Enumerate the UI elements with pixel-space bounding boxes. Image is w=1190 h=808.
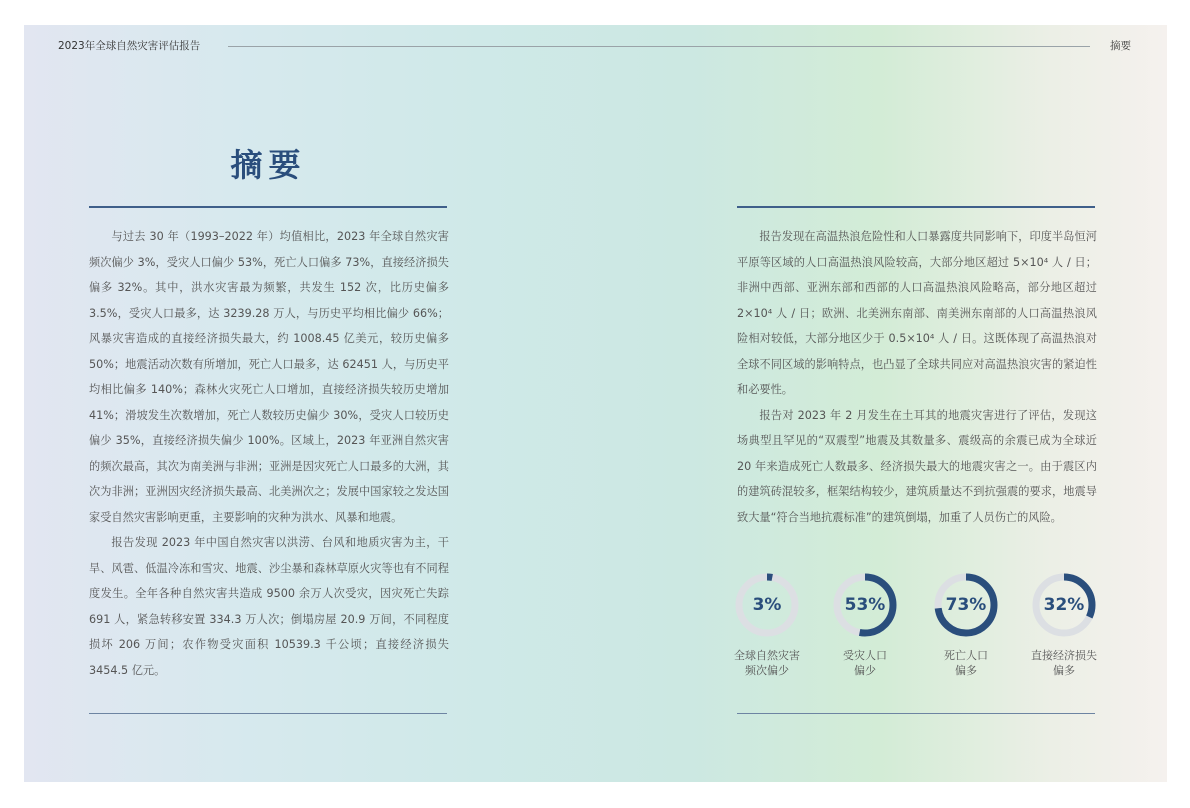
- donut-ring: [933, 572, 999, 638]
- paragraph: 报告对 2023 年 2 月发生在土耳其的地震灾害进行了评估，发现这场典型且罕见的“双震型”地震及其数量多、震级高的余震已成为全球近 20 年来造成死亡人数最多、经济损失最大的地震灾害之一。由于震区内的建筑砖混较多，框架结构较少，建筑质量达不到抗强震的要求，地震导致大量“符合当地抗震标准”的建筑倒塌，加重了人员伤亡的风险。: [737, 408, 1097, 524]
- left-top-rule: [89, 206, 447, 208]
- stat-frequency: [717, 572, 817, 678]
- donut-ring: [1031, 572, 1097, 638]
- stat-value: 73%: [945, 595, 987, 615]
- caption-line: 直接经济损失: [1031, 649, 1097, 662]
- stat-value: 32%: [1043, 595, 1085, 615]
- caption-line: 受灾人口: [843, 649, 887, 662]
- right-top-rule: [737, 206, 1095, 208]
- stat-value: 3%: [752, 595, 782, 615]
- caption-line: 偏多: [1053, 664, 1075, 677]
- caption-line: 死亡人口: [944, 649, 988, 662]
- running-header-title: 2023年全球自然灾害评估报告: [58, 40, 201, 52]
- stat-caption: [717, 648, 817, 678]
- donut-ring: [832, 572, 898, 638]
- stat-caption: [916, 648, 1016, 678]
- paragraph: 报告发现 2023 年中国自然灾害以洪涝、台风和地质灾害为主，干旱、风雹、低温冷冻和雪灾、地震、沙尘暴和森林草原火灾等也有不同程度发生。全年各种自然灾害共造成 9500 余万人次受灾，因灾死亡失踪 691 人，紧急转移安置 334.3 万人次；倒塌房屋 20.9 万间，不同程度损坏 206 万间；农作物受灾面积 10539.3 千公顷；直接经济损失 3454.5 亿元。: [89, 536, 449, 677]
- stat-economic-loss: [1014, 572, 1114, 678]
- donut-ring: [734, 572, 800, 638]
- caption-line: 偏少: [854, 664, 876, 677]
- running-header-section: 摘要: [1110, 40, 1131, 52]
- caption-line: 全球自然灾害: [734, 649, 800, 662]
- header-divider: [228, 46, 1090, 47]
- left-column: [89, 224, 449, 683]
- right-column: [737, 224, 1097, 530]
- stat-affected-population: [815, 572, 915, 678]
- stat-value: 53%: [844, 595, 886, 615]
- right-bottom-rule: [737, 713, 1095, 714]
- page-title: 摘要: [230, 146, 307, 184]
- caption-line: 频次偏少: [745, 664, 789, 677]
- paragraph: 与过去 30 年（1993–2022 年）均值相比，2023 年全球自然灾害频次偏少 3%，受灾人口偏少 53%，死亡人口偏多 73%，直接经济损失偏多 32%。其中，洪水灾害最为频繁，共发生 152 次，比历史偏多 3.5%，受灾人口最多，达 3239.28 万人，与历史平均相比偏少 66%；风暴灾害造成的直接经济损失最大，约 1008.45 亿美元，较历史偏多 50%；地震活动次数有所增加，死亡人口最多，达 62451 人，与历史平均相比偏多 140%；森林火灾死亡人口增加，直接经济损失较历史增加 41%；滑坡发生次数增加，死亡人数较历史偏少 30%，受灾人口较历史偏少 35%，直接经济损失偏少 100%。区域上，2023 年亚洲自然灾害的频次最高，其次为南美洲与非洲；亚洲是因灾死亡人口最多的大洲，其次为非洲；亚洲因灾经济损失最高、北美洲次之；发展中国家较之发达国家受自然灾害影响更重，主要影响的灾种为洪水、风暴和地震。: [89, 230, 449, 524]
- stat-caption: [1014, 648, 1114, 678]
- left-bottom-rule: [89, 713, 447, 714]
- caption-line: 偏多: [955, 664, 977, 677]
- paragraph: 报告发现在高温热浪危险性和人口暴露度共同影响下，印度半岛恒河平原等区域的人口高温热浪风险较高，大部分地区超过 5×10⁴ 人 / 日；非洲中西部、亚洲东部和西部的人口高温热浪风险略高，部分地区超过 2×10⁴ 人 / 日；欧洲、北美洲东南部、南美洲东南部的人口高温热浪风险相对较低，大部分地区少于 0.5×10⁴ 人 / 日。这既体现了高温热浪对全球不同区域的影响特点，也凸显了全球共同应对高温热浪灾害的紧迫性和必要性。: [737, 230, 1097, 396]
- stat-caption: [815, 648, 915, 678]
- stat-deaths: [916, 572, 1016, 678]
